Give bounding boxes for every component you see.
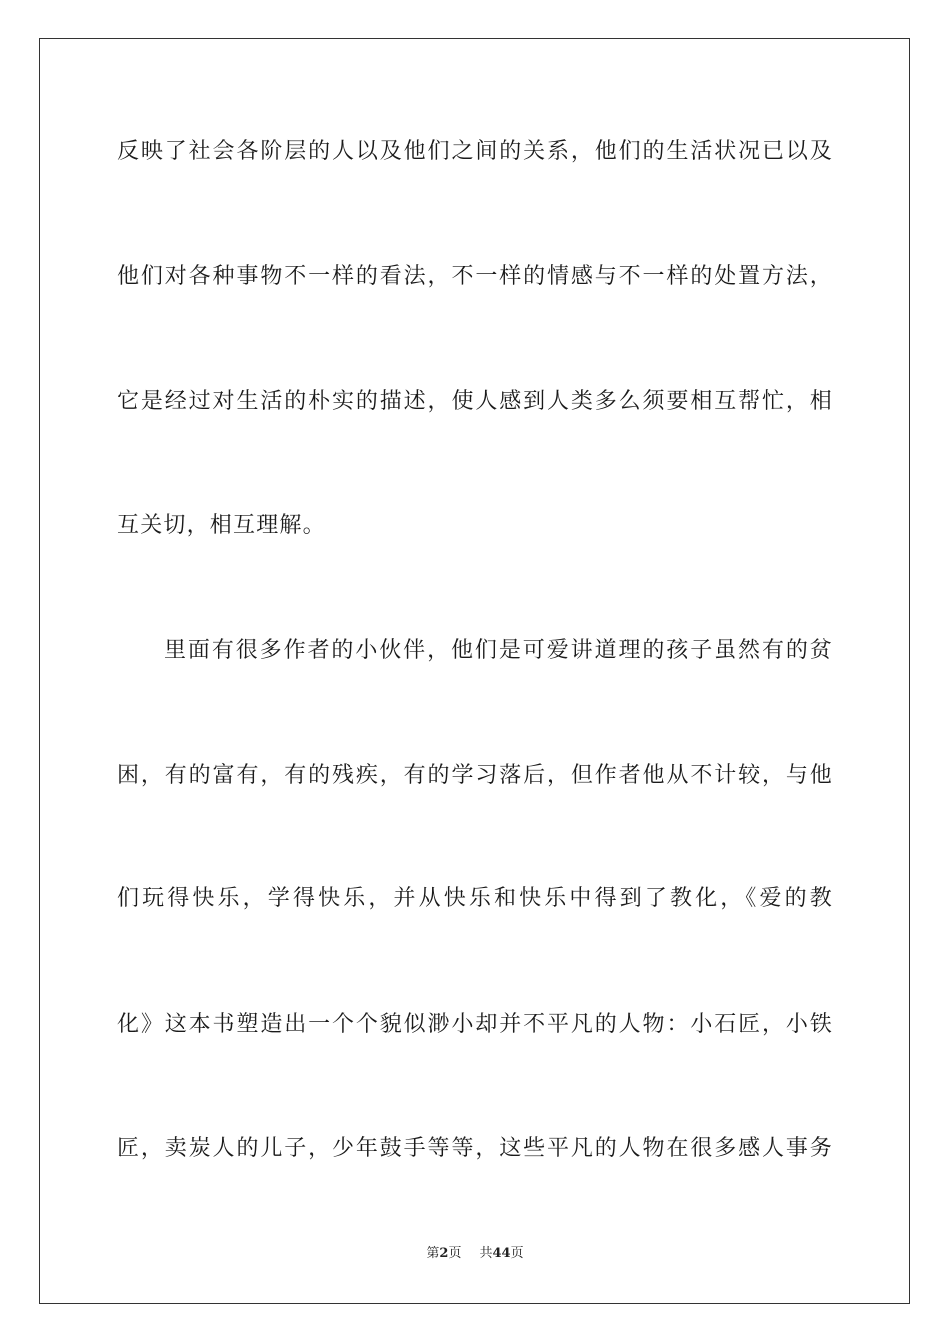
text-line-1: 反映了社会各阶层的人以及他们之间的关系，他们的生活状况已以及: [117, 139, 833, 164]
page-border: [39, 38, 910, 1304]
text-line-7: 们玩得快乐，学得快乐，并从快乐和快乐中得到了教化，《爱的教: [117, 886, 833, 911]
footer-page-suffix: 页: [448, 1246, 462, 1261]
footer-page-prefix: 第: [426, 1246, 440, 1261]
footer-total-suffix: 页: [510, 1246, 524, 1261]
text-line-3: 它是经过对生活的朴实的描述，使人感到人类多么须要相互帮忙，相: [117, 389, 833, 414]
text-line-8: 化》这本书塑造出一个个貌似渺小却并不平凡的人物：小石匠，小铁: [117, 1012, 833, 1037]
text-line-9: 匠，卖炭人的儿子，少年鼓手等等，这些平凡的人物在很多感人事务: [117, 1136, 833, 1161]
page-footer: [0, 1245, 950, 1263]
text-line-4: 互关切，相互理解。: [117, 513, 326, 538]
text-line-6: 困，有的富有，有的残疾，有的学习落后，但作者他从不计较，与他: [117, 763, 833, 788]
text-line-5: 里面有很多作者的小伙伴，他们是可爱讲道理的孩子虽然有的贫: [164, 638, 833, 663]
footer-total-pages: 44: [492, 1246, 511, 1261]
footer-total-prefix: 共: [479, 1246, 493, 1261]
text-line-2: 他们对各种事物不一样的看法，不一样的情感与不一样的处置方法，: [117, 264, 833, 289]
footer-page-number: 2: [439, 1246, 449, 1261]
